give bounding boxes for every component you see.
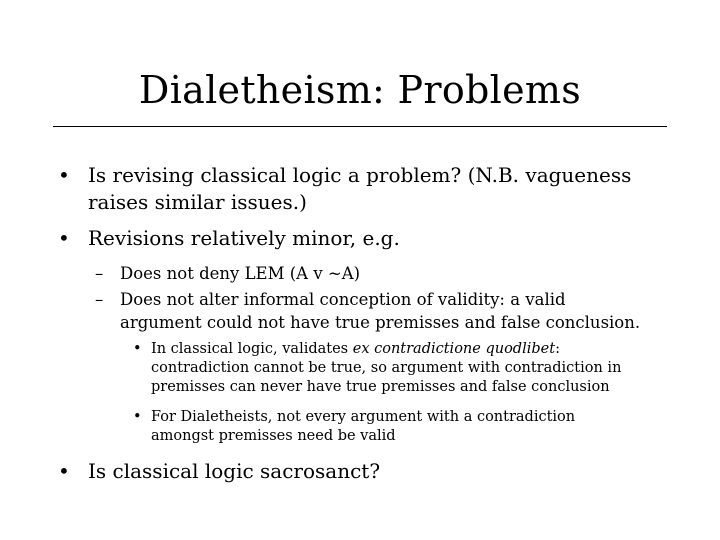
sub-sub-bullet-line: For Dialetheists, not every argument with a contradiction — [151, 409, 576, 425]
slide-title: Dialetheism: Problems — [138, 68, 582, 112]
title-divider — [53, 126, 667, 127]
dash-marker: – — [95, 290, 104, 309]
sub-sub-bullet-text — [151, 340, 621, 397]
italic-phrase: ex contradictione quodlibet — [352, 341, 556, 357]
sub-bullet-text — [120, 288, 640, 334]
sub-bullet-line: argument could not have true premisses and false conclusion. — [120, 313, 641, 332]
sub-sub-bullet-line: premisses can never have true premisses and false conclusion — [151, 379, 610, 395]
sub-sub-bullet-line: contradiction cannot be true, so argument with contradiction in — [151, 360, 622, 376]
bullet-marker: • — [58, 226, 70, 250]
bullet-text — [88, 162, 631, 216]
bullet-marker: • — [58, 163, 70, 187]
text-run: In classical logic, validates — [151, 341, 353, 357]
sub-sub-bullet-line — [151, 340, 621, 359]
bullet-marker: • — [133, 341, 142, 357]
bullet-line: Is revising classical logic a problem? (N.B. vagueness — [88, 163, 632, 187]
sub-sub-bullet-text — [151, 408, 575, 446]
sub-bullet-line: Does not alter informal conception of validity: a valid — [120, 290, 566, 309]
bullet-line: Is classical logic sacrosanct? — [88, 459, 381, 483]
bullet-line: raises similar issues.) — [88, 190, 307, 214]
sub-sub-bullet-line: amongst premisses need be valid — [151, 428, 396, 444]
text-run: : — [555, 341, 560, 357]
bullet-marker: • — [133, 409, 142, 425]
dash-marker: – — [95, 264, 104, 283]
sub-bullet-line: Does not deny LEM (A v ~A) — [120, 264, 361, 283]
bullet-marker: • — [58, 459, 70, 483]
bullet-line: Revisions relatively minor, e.g. — [88, 226, 400, 250]
